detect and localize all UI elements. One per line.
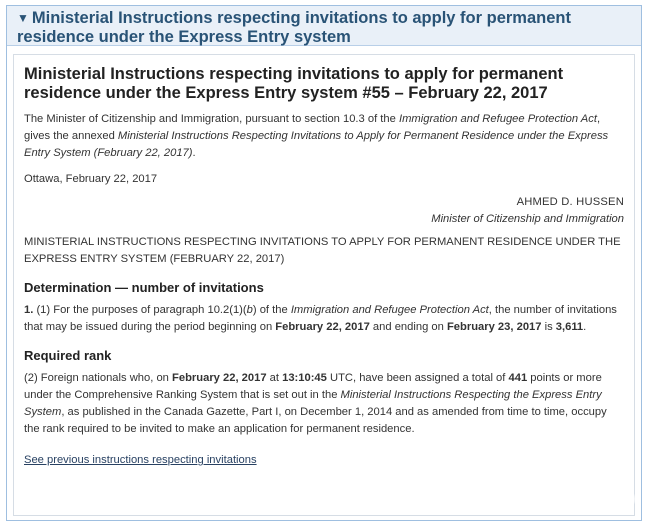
place-date: Ottawa, February 22, 2017 bbox=[24, 173, 158, 185]
instructions-caps-title: MINISTERIAL INSTRUCTIONS RESPECTING INVITATIONS TO APPLY FOR PERMANENT RESIDENCE UNDER THE EXPRESS ENTRY SYSTEM (FEBRUARY 22, 2017) bbox=[24, 236, 621, 265]
intro-act-title: Immigration and Refugee Protection Act bbox=[398, 113, 597, 125]
previous-instructions-link[interactable]: See previous instructions respecting invitations bbox=[24, 454, 257, 466]
det-text-3: , the number of invitations that may be issued during the period beginning on bbox=[24, 304, 617, 333]
details-panel bbox=[6, 5, 642, 521]
rank-paragraph bbox=[24, 370, 624, 438]
invitation-count: 3,611 bbox=[555, 321, 584, 333]
details-summary-toggle[interactable] bbox=[7, 6, 641, 46]
caret-down-icon: ▼ bbox=[17, 11, 29, 25]
signature-block bbox=[24, 194, 624, 228]
rank-heading: Required rank bbox=[24, 348, 112, 363]
period-start-date: February 22, 2017 bbox=[275, 321, 370, 333]
intro-text-2: , gives the annexed bbox=[24, 113, 601, 142]
intro-paragraph bbox=[24, 111, 624, 162]
determination-heading: Determination — number of invitations bbox=[24, 280, 264, 295]
det-text-5: is bbox=[541, 321, 556, 333]
rank-points: 441 bbox=[508, 372, 528, 384]
det-text-4: and ending on bbox=[369, 321, 447, 333]
rank-date: February 22, 2017 bbox=[172, 372, 267, 384]
intro-text-1: The Minister of Citizenship and Immigration, pursuant to section 10.3 of the bbox=[24, 113, 399, 125]
rank-time: 13:10:45 bbox=[282, 372, 327, 384]
det-text-1: (1) For the purposes of paragraph 10.2(1)( bbox=[33, 304, 247, 316]
content-heading: Ministerial Instructions respecting invitations to apply for permanent residence under the Express Entry system #55 – February 22, 2017 bbox=[24, 65, 564, 102]
faded-corner bbox=[405, 484, 635, 514]
determination-paragraph bbox=[24, 302, 624, 336]
rank-text-2: at bbox=[266, 372, 283, 384]
rank-text-3: UTC, have been assigned a total of bbox=[326, 372, 509, 384]
det-text-6: . bbox=[583, 321, 587, 333]
det-act-title: Immigration and Refugee Protection Act bbox=[290, 304, 489, 316]
rank-text-1: (2) Foreign nationals who, on bbox=[24, 372, 173, 384]
intro-text-3: . bbox=[192, 147, 196, 159]
rank-instructions-title: Ministerial Instructions Respecting the Express Entry System bbox=[24, 389, 602, 418]
det-paragraph-letter: b bbox=[246, 304, 253, 316]
rank-text-5: , as published in the Canada Gazette, Part I, on December 1, 2014 and as amended from time to time, occupy the rank required to be invited to make an application for permanent residence. bbox=[24, 406, 607, 435]
signatory-name: AHMED D. HUSSEN bbox=[516, 196, 624, 208]
section-number: 1. bbox=[24, 304, 34, 316]
rank-text-4: points or more under the Comprehensive Ranking System that is set out in the bbox=[24, 372, 602, 401]
summary-title: Ministerial Instructions respecting invitations to apply for permanent residence under the Express Entry system bbox=[17, 9, 571, 46]
det-text-2: ) of the bbox=[252, 304, 291, 316]
period-end-date: February 23, 2017 bbox=[446, 321, 542, 333]
intro-instructions-title: Ministerial Instructions Respecting Invitations to Apply for Permanent Residence under the Express Entry System (February 22, 2017) bbox=[24, 130, 609, 159]
instructions-content bbox=[13, 54, 635, 516]
signatory-role: Minister of Citizenship and Immigration bbox=[431, 213, 624, 225]
